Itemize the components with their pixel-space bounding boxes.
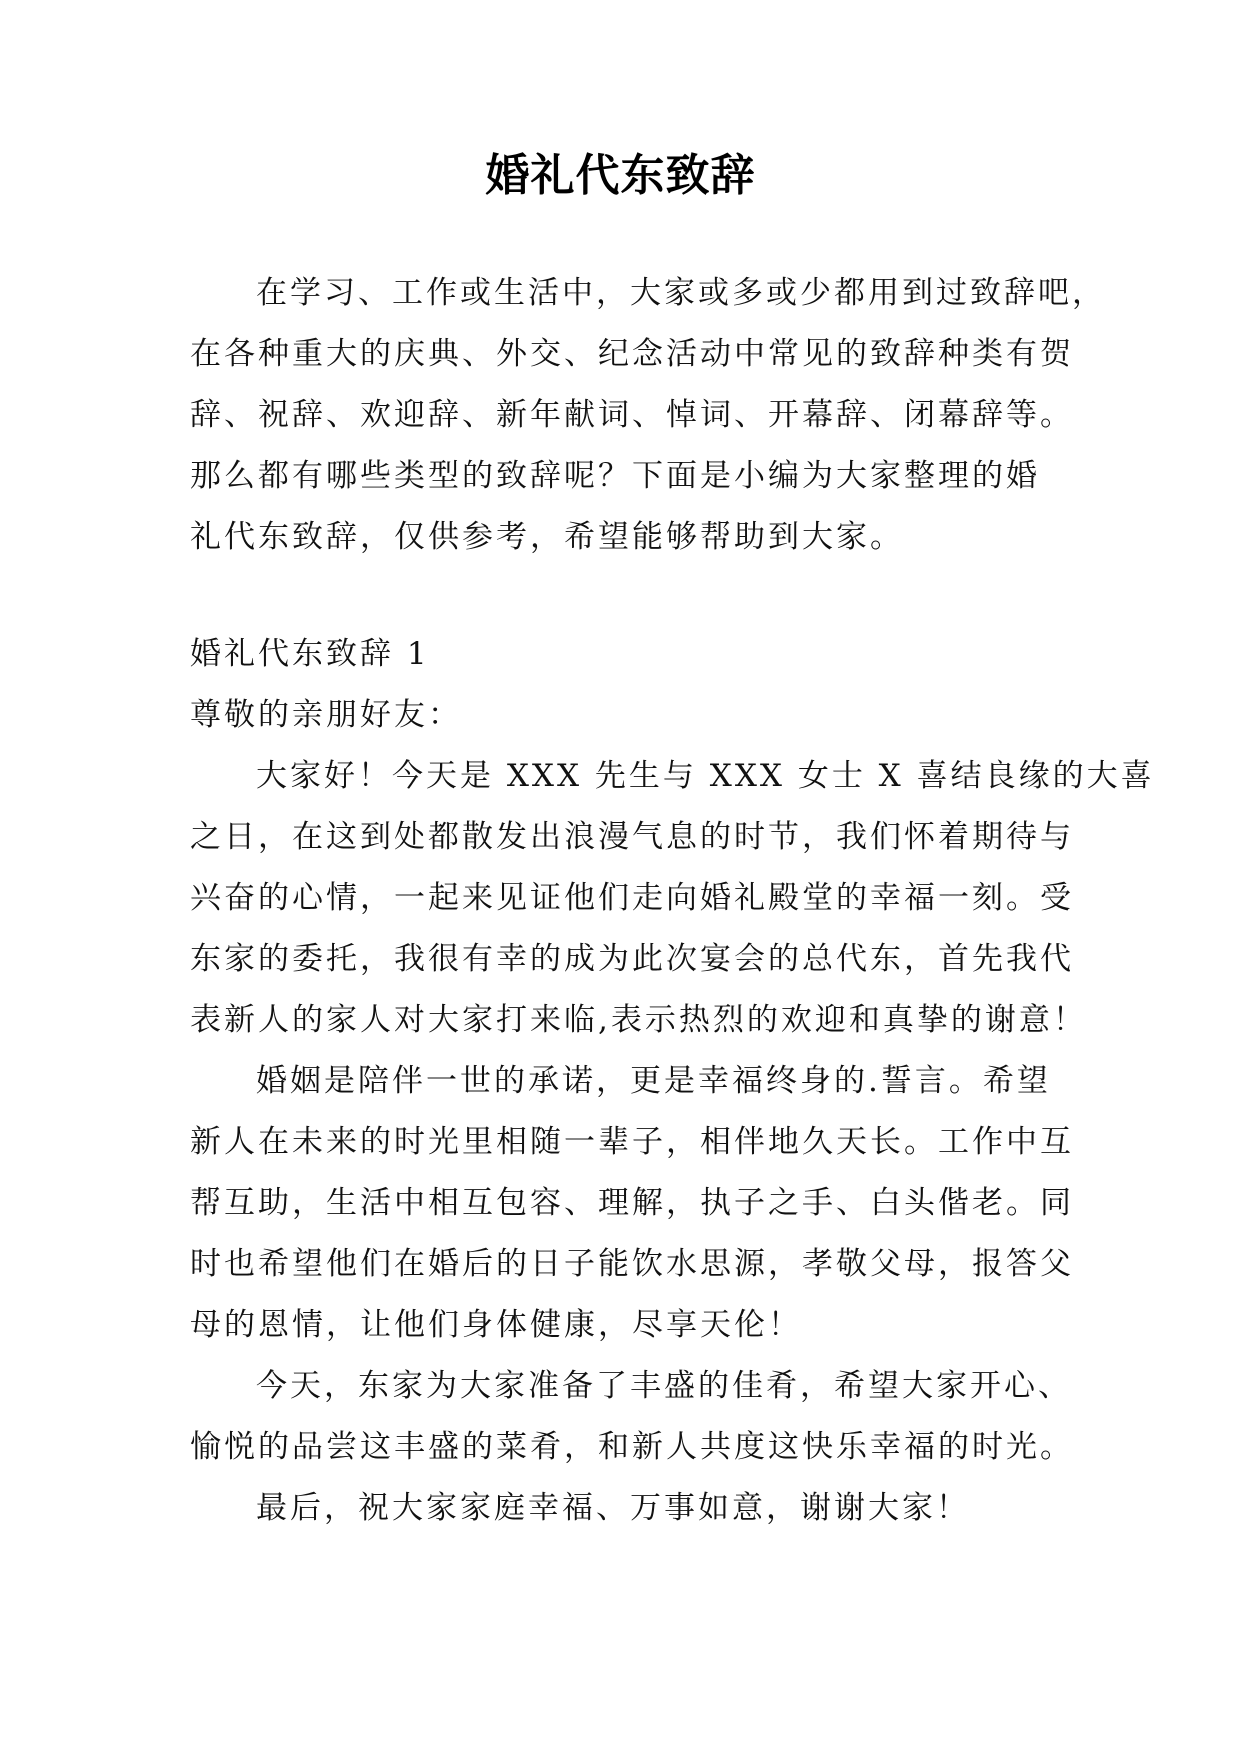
intro-line: 在各种重大的庆典、外交、纪念活动中常见的致辞种类有贺 (190, 336, 1074, 372)
intro-line: 礼代东致辞，仅供参考，希望能够帮助到大家。 (190, 519, 904, 555)
closing-line: 最后，祝大家家庭幸福、万事如意，谢谢大家！ (256, 1490, 970, 1526)
paragraph-line: 今天，东家为大家准备了丰盛的佳肴，希望大家开心、 (256, 1368, 1072, 1404)
paragraph-line: 兴奋的心情，一起来见证他们走向婚礼殿堂的幸福一刻。受 (190, 880, 1074, 916)
paragraph-line: 新人在未来的时光里相随一辈子，相伴地久天长。工作中互 (190, 1124, 1074, 1160)
paragraph-line: 大家好！今天是 XXX 先生与 XXX 女士 X 喜结良缘的大喜 (256, 758, 1155, 794)
paragraph-line: 愉悦的品尝这丰盛的菜肴，和新人共度这快乐幸福的时光。 (190, 1429, 1074, 1465)
paragraph-line: 帮互助，生活中相互包容、理解，执子之手、白头偕老。同 (190, 1185, 1074, 1221)
salutation: 尊敬的亲朋好友： (190, 697, 462, 733)
paragraph-line: 母的恩情，让他们身体健康，尽享天伦！ (190, 1307, 802, 1343)
paragraph-line: 时也希望他们在婚后的日子能饮水思源，孝敬父母，报答父 (190, 1246, 1074, 1282)
intro-line: 辞、祝辞、欢迎辞、新年献词、悼词、开幕辞、闭幕辞等。 (190, 397, 1074, 433)
paragraph-line: 表新人的家人对大家打来临,表示热烈的欢迎和真挚的谢意！ (190, 1002, 1087, 1038)
intro-paragraph (190, 263, 1106, 568)
paragraph-line: 之日，在这到处都散发出浪漫气息的时节，我们怀着期待与 (190, 819, 1074, 855)
document-title: 婚礼代东致辞 (485, 150, 756, 201)
paragraph-line: 东家的委托，我很有幸的成为此次宴会的总代东，首先我代 (190, 941, 1074, 977)
paragraph-line: 婚姻是陪伴一世的承诺，更是幸福终身的.誓言。希望 (256, 1063, 1051, 1099)
section-heading: 婚礼代东致辞 1 (190, 636, 430, 672)
intro-line: 那么都有哪些类型的致辞呢？下面是小编为大家整理的婚 (190, 458, 1040, 494)
intro-line: 在学习、工作或生活中，大家或多或少都用到过致辞吧， (256, 275, 1106, 311)
speech-section (190, 624, 1155, 1539)
